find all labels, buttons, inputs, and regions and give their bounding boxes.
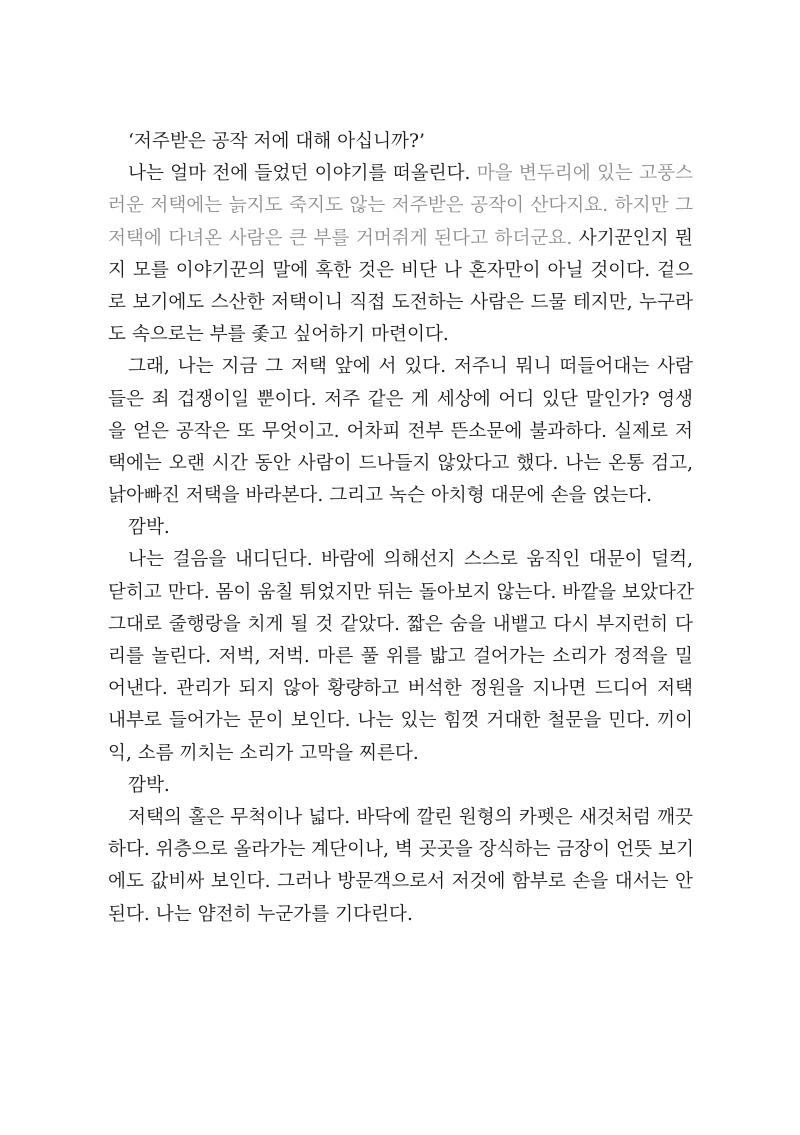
text-line <box>108 866 693 898</box>
text-line <box>108 899 693 931</box>
line-text-part: 나는 얼마 전에 들었던 이야기를 떠올린다. <box>128 163 477 185</box>
line-text: 택에는 오랜 시간 동안 사람이 드나들지 않았다고 했다. 나는 온통 검고, <box>108 452 693 474</box>
line-text: 하다. 위층으로 올라가는 계단이나, 벽 곳곳을 장식하는 금장이 언뜻 보기 <box>108 839 694 861</box>
line-text-part: 저택에 다녀온 사람은 큰 부를 거머쥐게 된다고 하더군요. <box>108 227 573 249</box>
line-text: 에도 값비싸 보인다. 그러나 방문객으로서 저것에 함부로 손을 대서는 안 <box>108 871 693 893</box>
line-text: 닫히고 만다. 몸이 움칠 튀었지만 뒤는 돌아보지 않는다. 바깥을 보았다간 <box>108 581 694 603</box>
text-line <box>108 673 693 705</box>
line-text: 그래, 나는 지금 그 저택 앞에 서 있다. 저주니 뭐니 떠들어대는 사람 <box>128 356 693 378</box>
line-text: 지 모를 이야기꾼의 말에 혹한 것은 비단 나 혼자만이 아닐 것이다. 겉으 <box>108 259 693 281</box>
text-line <box>108 384 693 416</box>
text-line <box>108 802 693 834</box>
line-text: ‘저주받은 공작 저에 대해 아십니까?’ <box>128 131 425 152</box>
line-text: 그대로 줄행랑을 치게 될 것 같았다. 짧은 숨을 내뱉고 다시 부지런히 다 <box>108 613 693 635</box>
line-text: 익, 소름 끼치는 소리가 고막을 찌른다. <box>108 742 419 764</box>
text-line <box>108 577 693 609</box>
line-text: 내부로 들어가는 문이 보인다. 나는 있는 힘껏 거대한 철문을 민다. 끼이 <box>108 710 693 732</box>
line-text: 나는 걸음을 내디딘다. 바람에 의해선지 스스로 움직인 대문이 덜컥, <box>128 549 693 571</box>
text-line <box>108 126 693 158</box>
line-text: 러운 저택에는 늙지도 죽지도 않는 저주받은 공작이 산다지요. 하지만 그 <box>108 195 693 217</box>
line-text: 로 보기에도 스산한 저택이니 직접 도전하는 사람은 드물 테지만, 누구라 <box>108 291 693 313</box>
text-line <box>108 609 693 641</box>
line-text: 리를 놀린다. 저벅, 저벅. 마른 풀 위를 밟고 걸어가는 소리가 정적을 밀 <box>108 646 693 667</box>
text-line <box>108 448 693 480</box>
line-text: 깜박. <box>128 517 170 539</box>
text-line <box>108 223 693 255</box>
text-line <box>108 770 693 802</box>
text-line <box>108 512 693 544</box>
line-text-part: 마을 변두리에 있는 고풍스 <box>476 163 693 185</box>
text-line <box>108 416 693 448</box>
text-line <box>108 480 693 512</box>
text-line <box>108 641 693 673</box>
text-line <box>108 319 693 351</box>
line-text: 저택의 홀은 무척이나 넓다. 바닥에 깔린 원형의 카펫은 새것처럼 깨끗 <box>128 806 693 828</box>
text-line <box>108 705 693 737</box>
line-text: 어낸다. 관리가 되지 않아 황량하고 버석한 정원을 지나면 드디어 저택 <box>108 678 693 700</box>
text-line <box>108 158 693 190</box>
line-text: 낡아빠진 저택을 바라본다. 그리고 녹슨 아치형 대문에 손을 얹는다. <box>108 485 653 507</box>
text-line <box>108 738 693 770</box>
line-text: 된다. 나는 얌전히 누군가를 기다린다. <box>108 903 413 925</box>
document-page <box>108 126 693 931</box>
text-line <box>108 351 693 383</box>
line-text: 깜박. <box>128 774 170 796</box>
line-text-part: 사기꾼인지 뭔 <box>572 227 693 249</box>
text-line <box>108 834 693 866</box>
text-line <box>108 287 693 319</box>
text-line <box>108 190 693 222</box>
text-line <box>108 544 693 576</box>
line-text: 들은 죄 겁쟁이일 뿐이다. 저주 같은 게 세상에 어디 있단 말인가? 영생 <box>108 388 693 410</box>
line-text: 을 얻은 공작은 또 무엇이고. 어차피 전부 뜬소문에 불과하다. 실제로 저 <box>108 420 693 442</box>
line-text: 도 속으로는 부를 좇고 싶어하기 마련이다. <box>108 324 449 346</box>
text-line <box>108 255 693 287</box>
